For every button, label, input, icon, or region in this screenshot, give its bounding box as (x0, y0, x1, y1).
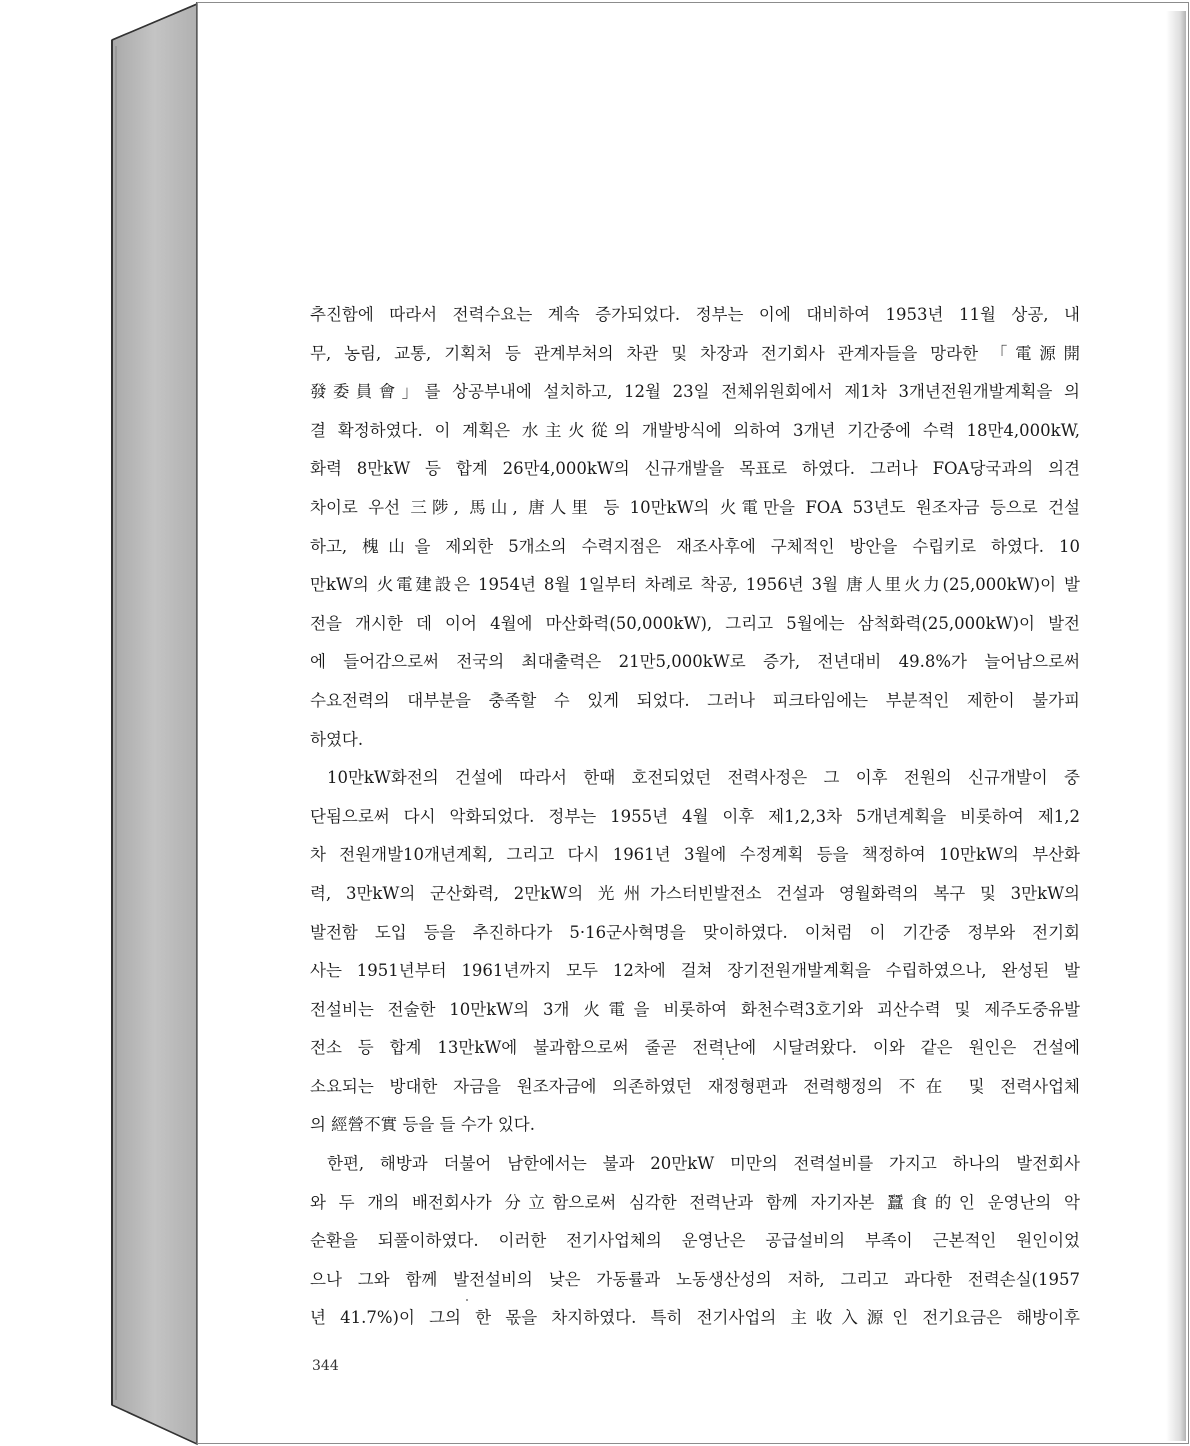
text-line: 화력 8만kW 등 합계 26만4,000kW의 신규개발을 목표로 하였다. 그러나 FOA당국과의 의견 (310, 459, 1080, 479)
text-line: 단됨으로써 다시 악화되었다. 정부는 1955년 4월 이후 제1,2,3차 5개년계획을 비롯하여 제1,2 (310, 806, 1080, 826)
text-line: 만kW의 火電建設은 1954년 8월 1일부터 차례로 착공, 1956년 3월 唐人里火力(25,000kW)이 발 (310, 575, 1080, 595)
text-line: 소요되는 방대한 자금을 원조자금에 의존하였던 재정형편과 전력행정의 不在 및 전력사업체 (310, 1076, 1080, 1096)
text-line: 發委員會」를 상공부내에 설치하고, 12월 23일 전체위원회에서 제1차 3개년전원개발계획을 의 (310, 382, 1080, 402)
text-line: 와 두 개의 배전회사가 分立함으로써 심각한 전력난과 함께 자기자본 蠶食的인 운영난의 악 (310, 1192, 1080, 1212)
text-line: 전소 등 합계 13만kW에 불과함으로써 줄곧 전력난에 시달려왔다. 이와 같은 원인은 건설에 (310, 1038, 1080, 1058)
scan-speck (466, 1299, 468, 1301)
text-line: 사는 1951년부터 1961년까지 모두 12차에 걸쳐 장기전원개발계획을 수립하였으나, 완성된 발 (310, 961, 1080, 981)
text-line: 순환을 되풀이하였다. 이러한 전기사업체의 운영난은 공급설비의 부족이 근본적인 원인이었 (310, 1231, 1080, 1251)
text-line: 발전함 도입 등을 추진하다가 5·16군사혁명을 맞이하였다. 이처럼 이 기간중 정부와 전기회 (310, 922, 1080, 942)
text-line: 하였다. (310, 729, 364, 749)
text-line: 무, 농림, 교통, 기획처 등 관계부처의 차관 및 차장과 전기회사 관계자들을 망라한 「電源開 (310, 343, 1080, 363)
text-line: 10만kW화전의 건설에 따라서 한때 호전되었던 전력사정은 그 이후 전원의 신규개발이 중 (327, 768, 1080, 788)
text-line: 차이로 우선 三陟, 馬山, 唐人里 등 10만kW의 火電만을 FOA 53년도 원조자금 등으로 건설 (310, 497, 1080, 517)
text-line: 으나 그와 함께 발전설비의 낮은 가동률과 노동생산성의 저하, 그리고 과다한 전력손실(1957 (310, 1269, 1080, 1289)
text-line: 결 확정하였다. 이 계획은 水主火從의 개발방식에 의하여 3개년 기간중에 수력 18만4,000kW, (310, 420, 1080, 440)
text-line: 추진함에 따라서 전력수요는 계속 증가되었다. 정부는 이에 대비하여 1953년 11월 상공, 내 (310, 305, 1080, 324)
text-line: 수요전력의 대부분을 충족할 수 있게 되었다. 그러나 피크타임에는 부분적인 제한이 불가피 (310, 690, 1080, 710)
text-line: 에 들어감으로써 전국의 최대출력은 21만5,000kW로 증가, 전년대비 49.8%가 늘어남으로써 (310, 652, 1080, 672)
text-line: 전을 개시한 데 이어 4월에 마산화력(50,000kW), 그리고 5월에는 삼척화력(25,000kW)이 발전 (310, 613, 1080, 633)
page-number: 344 (312, 1358, 339, 1374)
body-text (310, 296, 1080, 1338)
text-line: 전설비는 전술한 10만kW의 3개 火電을 비롯하여 화천수력3호기와 괴산수력 및 제주도중유발 (310, 999, 1080, 1019)
book-spine-graphic (0, 0, 200, 1446)
text-line: 의 經營不實 등을 들 수가 있다. (310, 1115, 535, 1135)
text-line: 한편, 해방과 더불어 남한에서는 불과 20만kW 미만의 전력설비를 가지고 하나의 발전회사 (327, 1154, 1080, 1174)
page-edge-shadow (1166, 11, 1186, 1441)
text-line: 년 41.7%)이 그의 한 몫을 차지하였다. 특히 전기사업의 主收入源인 전기요금은 해방이후 (310, 1308, 1080, 1328)
scan-speck (722, 1058, 724, 1060)
text-line: 차 전원개발10개년계획, 그리고 다시 1961년 3월에 수정계획 등을 책정하여 10만kW의 부산화 (310, 845, 1080, 865)
text-line: 력, 3만kW의 군산화력, 2만kW의 光州가스터빈발전소 건설과 영월화력의 복구 및 3만kW의 (310, 883, 1080, 903)
text-line: 하고, 槐山을 제외한 5개소의 수력지점은 재조사후에 구체적인 방안을 수립키로 하였다. 10 (310, 536, 1080, 556)
